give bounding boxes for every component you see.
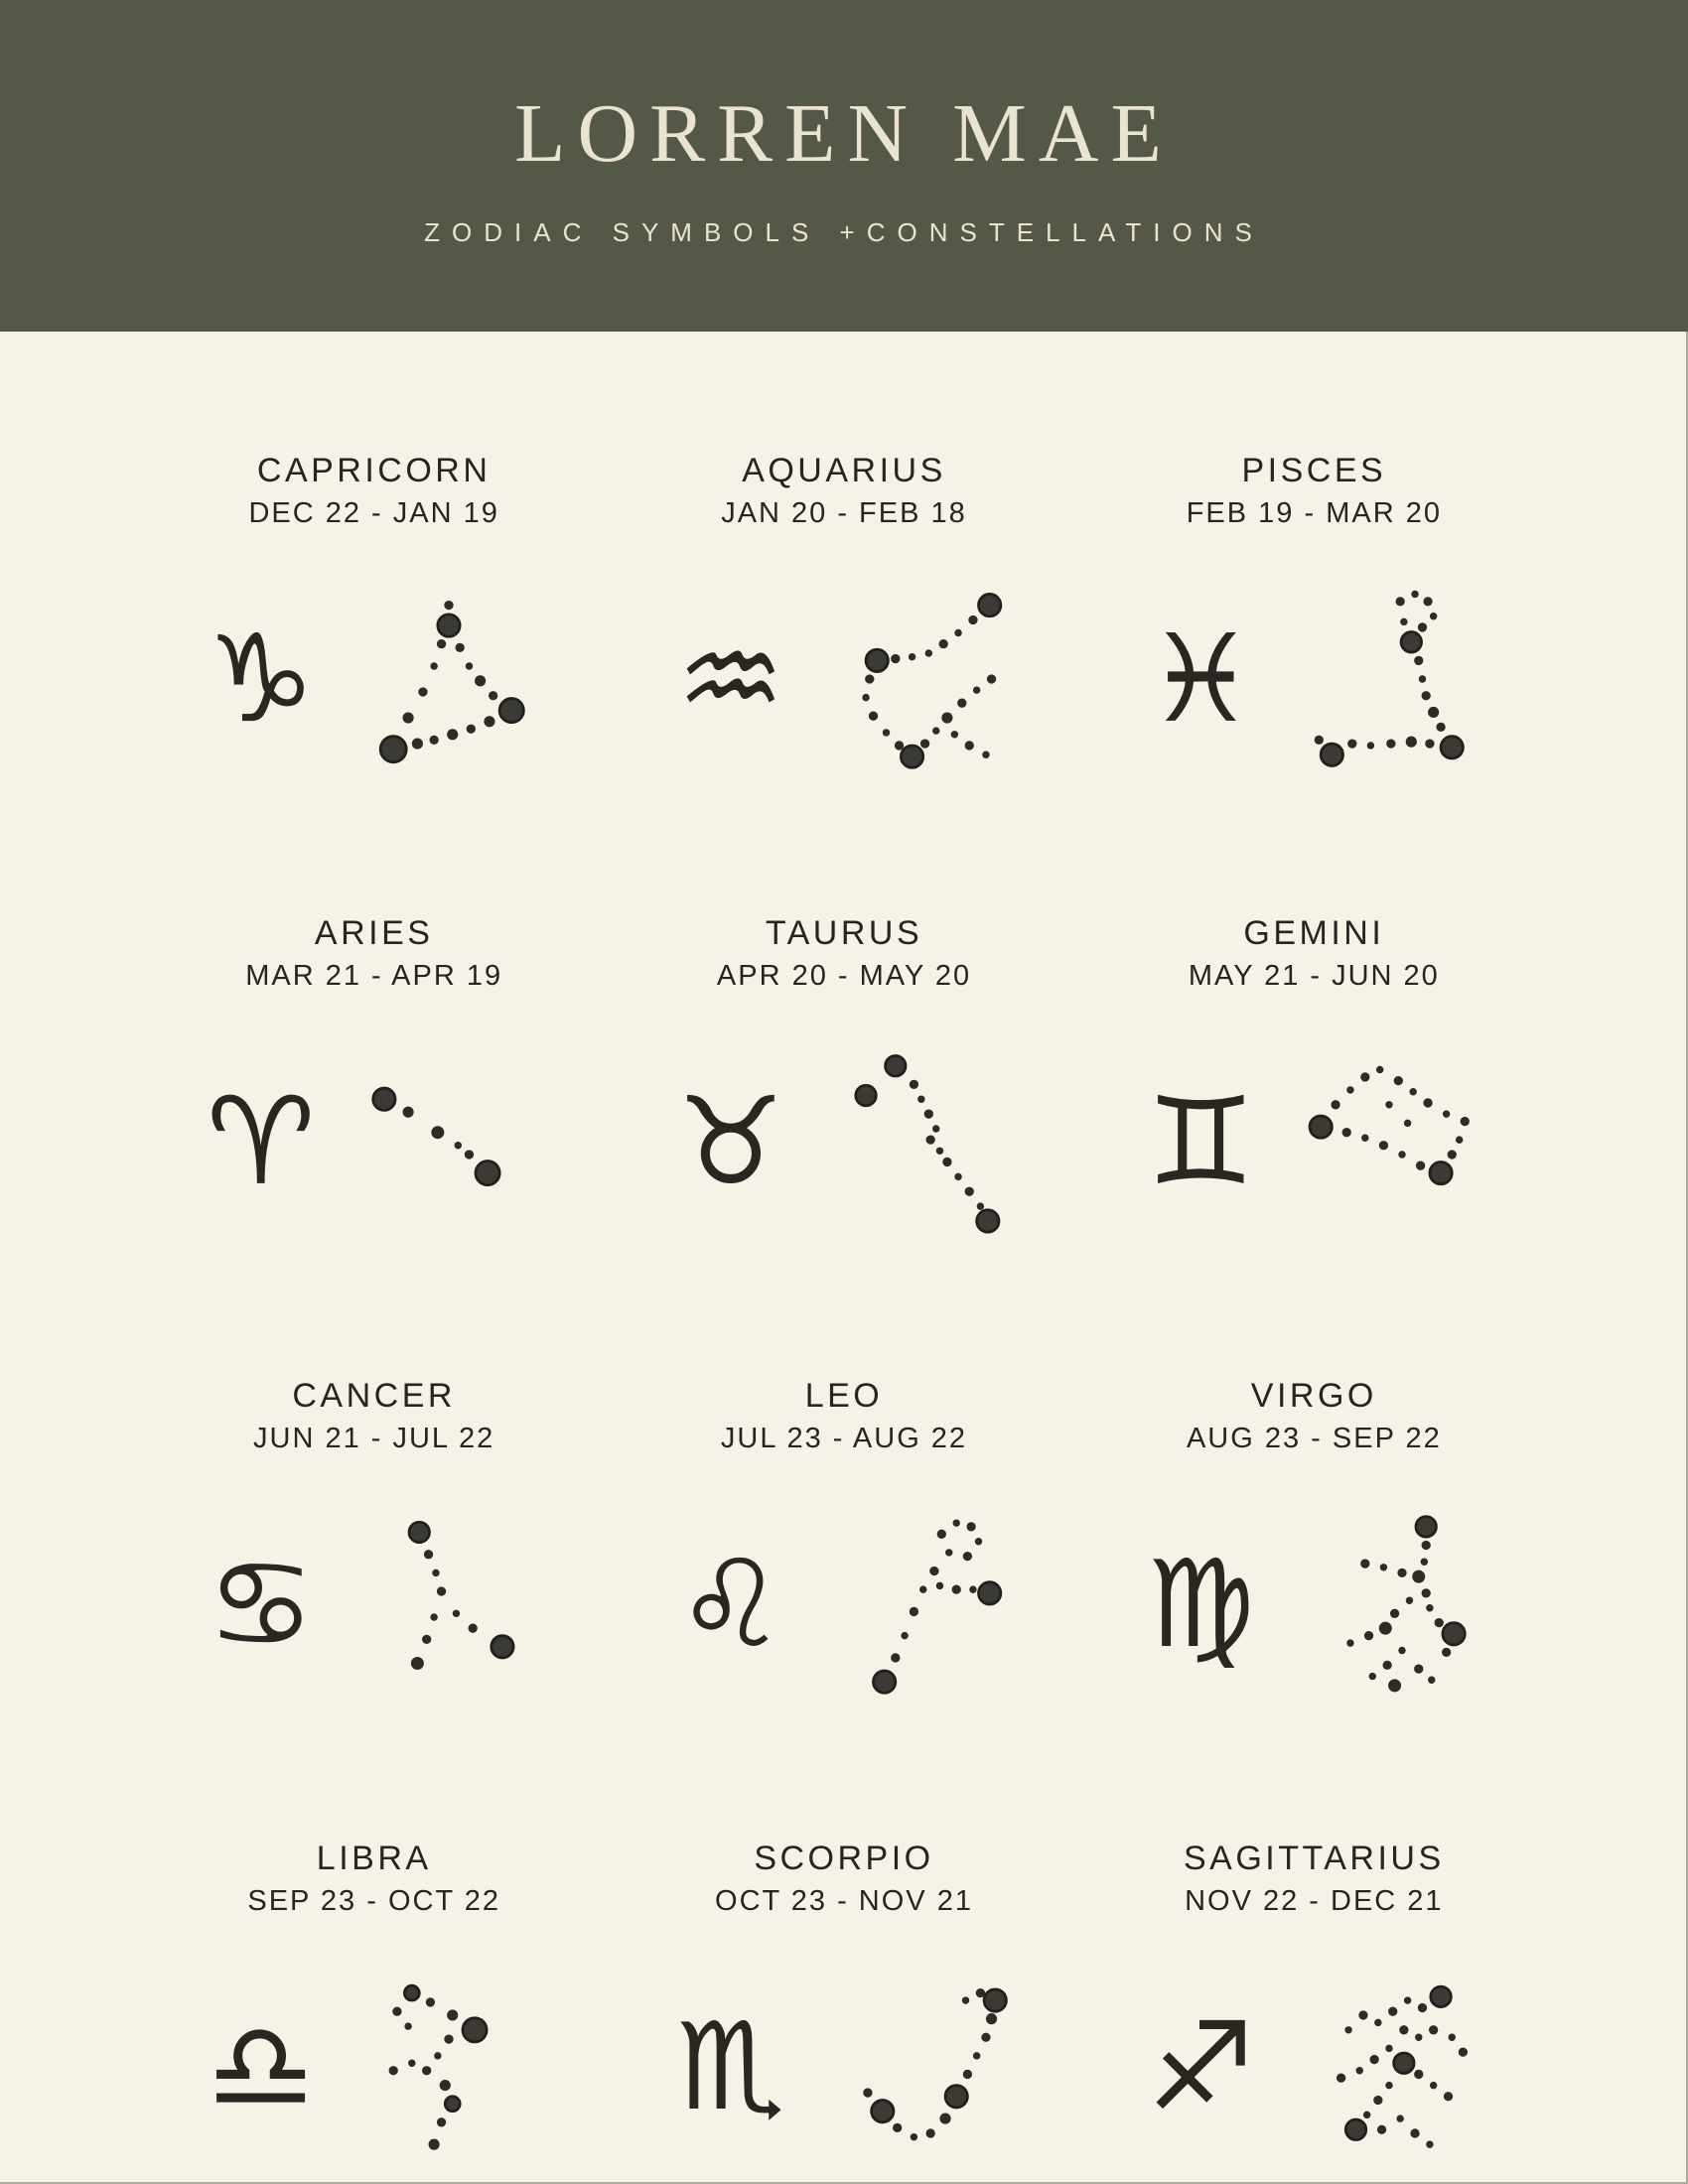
capricorn-dates: DEC 22 - JAN 19 [248,497,499,530]
libra-name: LIBRA [316,1840,432,1877]
sign-art [1147,1962,1481,2172]
sagittarius-card [1079,1719,1549,2182]
capricorn-name: CAPRICORN [256,452,492,489]
sign-art [676,1036,1011,1247]
leo-card [609,1257,1078,1719]
sign-art [1147,1036,1481,1247]
scorpio-dates: OCT 23 - NOV 21 [715,1885,973,1918]
taurus-symbol-icon: ♉ [676,1071,785,1213]
capricorn-card [139,332,609,794]
aries-dates: MAR 21 - APR 19 [245,960,503,993]
pisces-name: PISCES [1241,452,1387,489]
sign-art [207,1036,541,1247]
taurus-name: TAURUS [765,914,923,952]
gemini-constellation-icon [1297,1044,1481,1239]
poster-subtitle: ZODIAC SYMBOLS +CONSTELLATIONS [424,217,1264,247]
scorpio-symbol-icon: ♏ [676,1996,785,2138]
aries-name: ARIES [314,914,434,952]
cancer-card [139,1257,609,1719]
sign-art [676,574,1011,784]
cancer-dates: JUN 21 - JUL 22 [253,1423,495,1455]
aquarius-symbol-icon: ♒ [676,609,785,751]
aries-constellation-icon [356,1044,541,1239]
sign-art [676,1499,1011,1709]
sign-art [207,574,541,784]
virgo-name: VIRGO [1250,1377,1377,1415]
sign-art [1147,574,1481,784]
capricorn-symbol-icon: ♑ [206,609,316,751]
virgo-constellation-icon [1297,1507,1481,1702]
sign-art [676,1962,1011,2172]
sagittarius-name: SAGITTARIUS [1183,1840,1445,1877]
poster-header [0,0,1688,332]
pisces-constellation-icon [1297,582,1481,776]
gemini-name: GEMINI [1243,914,1385,952]
scorpio-constellation-icon [827,1970,1012,2164]
gemini-dates: MAY 21 - JUN 20 [1188,960,1440,993]
aquarius-dates: JAN 20 - FEB 18 [721,497,967,530]
pisces-card [1079,332,1549,794]
sagittarius-constellation-icon [1297,1970,1481,2164]
gemini-symbol-icon: ♊ [1146,1071,1256,1213]
poster-title: LORREN MAE [514,87,1174,180]
taurus-constellation-icon [827,1044,1012,1239]
cancer-constellation-icon [356,1507,541,1702]
sagittarius-dates: NOV 22 - DEC 21 [1185,1885,1444,1918]
taurus-dates: APR 20 - MAY 20 [716,960,972,993]
sign-art [207,1962,541,2172]
capricorn-constellation-icon [356,582,541,776]
leo-dates: JUL 23 - AUG 22 [720,1423,968,1455]
pisces-dates: FEB 19 - MAR 20 [1186,497,1442,530]
sagittarius-symbol-icon: ♐ [1146,1996,1256,2138]
libra-dates: SEP 23 - OCT 22 [247,1885,500,1918]
scorpio-card [609,1719,1078,2182]
sign-art [1147,1499,1481,1709]
virgo-card [1079,1257,1549,1719]
aquarius-card [609,332,1078,794]
aquarius-constellation-icon [827,582,1012,776]
leo-constellation-icon [827,1507,1012,1702]
cancer-symbol-icon: ♋ [206,1534,316,1676]
sign-art [207,1499,541,1709]
libra-constellation-icon [356,1970,541,2164]
cancer-name: CANCER [292,1377,456,1415]
aquarius-name: AQUARIUS [742,452,946,489]
taurus-card [609,794,1078,1257]
libra-symbol-icon: ♎ [206,1996,316,2138]
scorpio-name: SCORPIO [754,1840,934,1877]
gemini-card [1079,794,1549,1257]
libra-card [139,1719,609,2182]
signs-grid [0,332,1688,2182]
leo-name: LEO [804,1377,884,1415]
leo-symbol-icon: ♌ [676,1534,785,1676]
virgo-dates: AUG 23 - SEP 22 [1186,1423,1442,1455]
pisces-symbol-icon: ♓ [1146,609,1256,751]
aries-symbol-icon: ♈ [206,1071,316,1213]
aries-card [139,794,609,1257]
virgo-symbol-icon: ♍ [1146,1534,1256,1676]
